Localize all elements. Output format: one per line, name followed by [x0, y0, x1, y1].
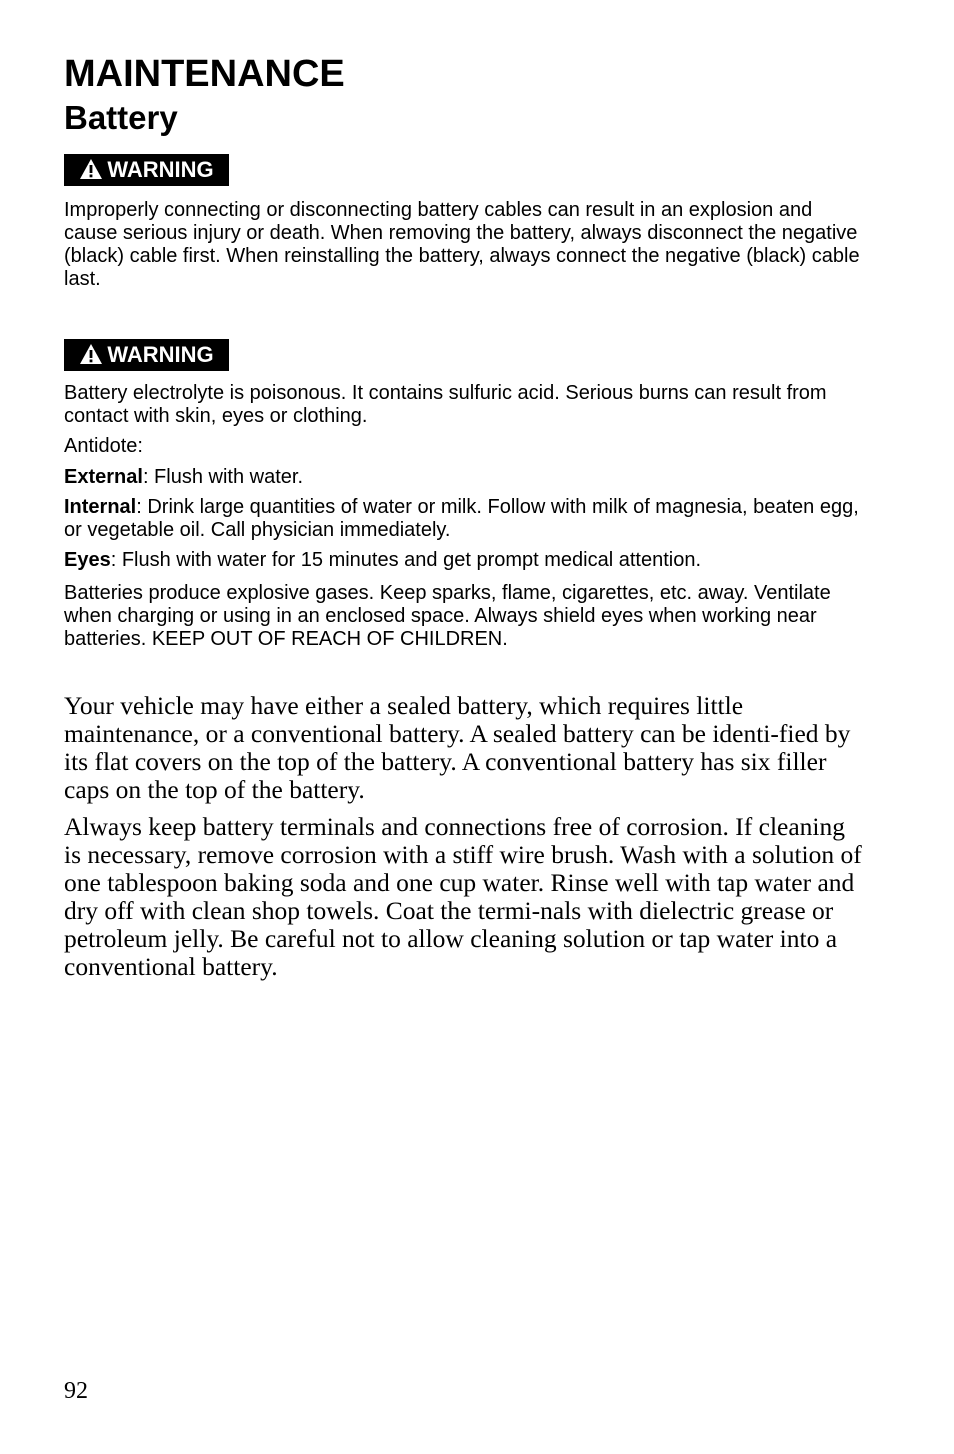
warning-badge-2	[64, 339, 229, 371]
internal-text: : Drink large quantities of water or milk. Follow with milk of magnesia, beaten egg, or vegetable oil. Call physician immediately.	[64, 496, 859, 541]
subsection-title: Battery	[64, 99, 178, 136]
eyes-text: : Flush with water for 15 minutes and get prompt medical attention.	[110, 549, 702, 571]
internal-term: Internal	[64, 496, 137, 518]
body-paragraph-battery-types: Your vehicle may have either a sealed battery, which requires little maintenance, or a conventional battery. A sealed battery can be identi-fied by its flat covers on the top of the battery. A conventional battery has six filler caps on the top of the battery.	[64, 691, 851, 804]
external-term: External	[64, 466, 143, 488]
warning-label: WARNING	[107, 342, 214, 367]
antidote-eyes	[64, 549, 864, 572]
warning-triangle-icon	[79, 343, 103, 365]
warning-triangle-icon	[79, 158, 103, 180]
body-paragraph-cleaning: Always keep battery terminals and connections free of corrosion. If cleaning is necessary, remove corrosion with a stiff wire brush. Wash with a solution of one tablespoon baking soda and one cup water. Rinse well with tap water and dry off with clean shop towels. Coat the termi-nals with dielectric grease or petroleum jelly. Be careful not to allow cleaning solution or tap water into a conventional battery.	[64, 812, 862, 981]
section-title: MAINTENANCE	[64, 53, 345, 95]
antidote-internal	[64, 496, 864, 542]
eyes-term: Eyes	[64, 549, 111, 571]
warning-text-electrolyte: Battery electrolyte is poisonous. It contains sulfuric acid. Serious burns can result from contact with skin, eyes or clothing.	[64, 382, 827, 427]
page-number: 92	[64, 1378, 88, 1404]
warning-text-gases: Batteries produce explosive gases. Keep sparks, flame, cigarettes, etc. away. Ventilate when charging or using in an enclosed space. Always shield eyes when working near batteries. KEEP OUT OF REACH OF CHILDREN.	[64, 582, 831, 650]
external-text: : Flush with water.	[142, 466, 303, 488]
warning-text-cables: Improperly connecting or disconnecting battery cables can result in an explosion and cause serious injury or death. When removing the battery, always disconnect the negative (black) cable first. When reinstalling the battery, always connect the negative (black) cable last.	[64, 199, 860, 290]
warning-label: WARNING	[107, 157, 214, 182]
antidote-external	[64, 466, 864, 489]
antidote-label: Antidote:	[64, 435, 143, 457]
warning-badge-1	[64, 154, 229, 186]
